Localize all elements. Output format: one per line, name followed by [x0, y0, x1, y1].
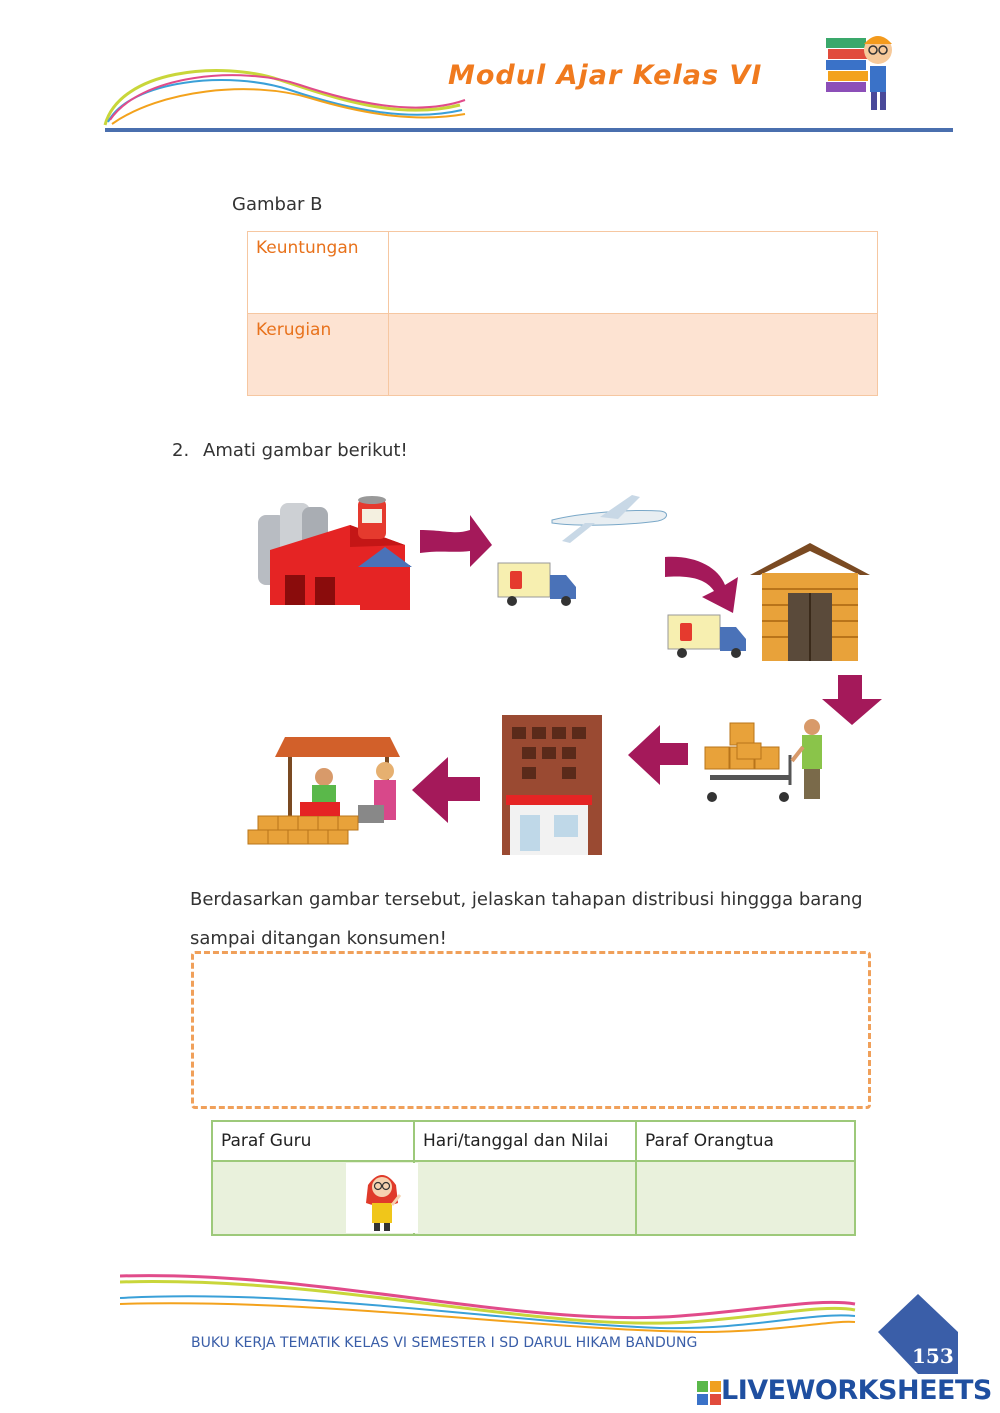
distribution-chain-illustration [240, 485, 890, 865]
teacher-avatar-icon [346, 1163, 418, 1233]
keuntungan-input[interactable] [389, 232, 878, 314]
kerugian-label: Kerugian [248, 314, 389, 396]
arrow-down-icon [822, 675, 882, 725]
liveworksheets-logo-icon [697, 1381, 721, 1405]
header-title: Modul Ajar Kelas VI [448, 60, 763, 91]
shop-building-icon [502, 715, 602, 855]
paraf-guru-header: Paraf Guru [212, 1121, 414, 1161]
instruction-text: Berdasarkan gambar tersebut, jelaskan tahapan distribusi hinggga barang sampai ditangan konsumen! [190, 889, 863, 949]
signature-table [211, 1120, 856, 1236]
arrow-left-icon [628, 725, 688, 785]
question-number: 2. [172, 440, 190, 461]
arrow-right-icon [420, 515, 492, 567]
header-swoosh-decoration [100, 50, 470, 130]
truck-icon [498, 563, 576, 606]
table-row [212, 1161, 855, 1235]
hari-tanggal-nilai-cell[interactable] [414, 1161, 636, 1235]
arrow-left-icon [412, 757, 480, 823]
page-number: 153 [912, 1344, 954, 1368]
question-text: Amati gambar berikut! [203, 440, 408, 461]
factory-icon [258, 496, 412, 610]
paraf-orangtua-cell[interactable] [636, 1161, 855, 1235]
warehouse-icon [750, 543, 870, 661]
gambar-b-table [247, 231, 878, 396]
table-row [248, 314, 878, 396]
kerugian-input[interactable] [389, 314, 878, 396]
hari-tanggal-nilai-header: Hari/tanggal dan Nilai [414, 1121, 636, 1161]
keuntungan-label: Keuntungan [248, 232, 389, 314]
table-row [212, 1121, 855, 1161]
table-row [248, 232, 878, 314]
truck-icon [668, 615, 746, 658]
gambar-b-label: Gambar B [232, 194, 323, 215]
airplane-icon [552, 495, 667, 543]
market-stall-icon [248, 737, 400, 844]
arrow-down-right-icon [665, 557, 738, 613]
footer-swoosh-decoration [120, 1268, 860, 1340]
liveworksheets-logo-text: LIVEWORKSHEETS [721, 1375, 992, 1406]
answer-textbox[interactable] [191, 951, 871, 1109]
reading-kid-illustration [822, 30, 902, 115]
footer-text: BUKU KERJA TEMATIK KELAS VI SEMESTER I SD DARUL HIKAM BANDUNG [191, 1335, 698, 1351]
worker-trolley-icon [705, 719, 822, 802]
paraf-orangtua-header: Paraf Orangtua [636, 1121, 855, 1161]
header-divider [105, 128, 953, 132]
